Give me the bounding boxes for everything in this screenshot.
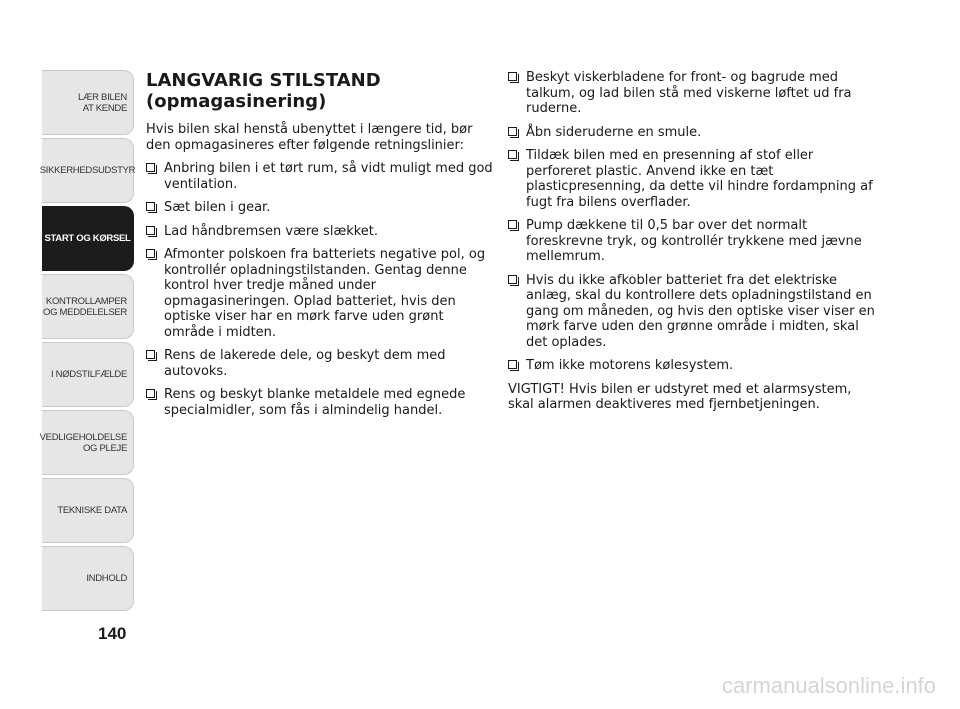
checkbox-bullet-icon <box>508 72 517 81</box>
list-item <box>508 218 878 265</box>
list-item <box>146 247 496 340</box>
list-item-text: Afmonter polskoen fra batteriets negative pol, og kontrollér opladningstilstanden. Gentag denne kontrol hver tredje måned under opmagasineringen. Oplad batteriet, hvis den optiske viser har en mørk farve uden grønt område i midten. <box>164 247 486 340</box>
checkbox-bullet-icon <box>146 202 155 211</box>
right-column <box>508 70 878 421</box>
list-item <box>146 161 496 192</box>
checkbox-bullet-icon <box>508 150 517 159</box>
tab-i-noedstilfaelde[interactable]: I NØDSTILFÆLDE <box>42 342 134 407</box>
list-item <box>508 125 878 141</box>
checkbox-bullet-icon <box>508 220 517 229</box>
checkbox-bullet-icon <box>508 275 517 284</box>
watermark: carmanualsonline.info <box>721 673 936 698</box>
list-item <box>508 148 878 210</box>
list-item <box>508 70 878 117</box>
list-item <box>146 348 496 379</box>
list-item-text: Sæt bilen i gear. <box>164 200 271 215</box>
checkbox-bullet-icon <box>146 389 155 398</box>
checkbox-bullet-icon <box>508 127 517 136</box>
tab-vedligeholdelse[interactable]: VEDLIGEHOLDELSE OG PLEJE <box>42 410 134 475</box>
list-item-text: Åbn sideruderne en smule. <box>526 124 702 140</box>
checkbox-bullet-icon <box>146 350 155 359</box>
intro-paragraph: Hvis bilen skal henstå ubenyttet i længere tid, bør den opmagasineres efter følgende retningslinier: <box>146 122 473 153</box>
important-note: VIGTIGT! Hvis bilen er udstyret med et alarmsystem, skal alarmen deaktiveres med fjernbetjeningen. <box>508 381 852 412</box>
list-item-text: Pump dækkene til 0,5 bar over det normalt foreskrevne tryk, og kontrollér trykkene med jævne mellemrum. <box>526 218 862 264</box>
list-item-text: Anbring bilen i et tørt rum, så vidt muligt med god ventilation. <box>164 161 493 192</box>
list-item-text: Tøm ikke motorens kølesystem. <box>526 358 734 373</box>
list-item-text: Tildæk bilen med en presenning af stof eller perforeret plastic. Anvend ikke en tæt plasticpresenning, da dette vil hindre fordampning af fugt fra bilens overflader. <box>526 148 873 210</box>
page-number: 140 <box>98 624 127 643</box>
list-item <box>146 200 496 216</box>
list-item <box>508 273 878 351</box>
list-item <box>146 387 496 418</box>
tab-laer-bilen-at-kende[interactable]: LÆR BILEN AT KENDE <box>42 70 134 135</box>
list-item-text: Beskyt viskerbladene for front- og bagrude med talkum, og lad bilen stå med viskerne løftet ud fra ruderne. <box>526 70 852 116</box>
tab-start-og-koersel[interactable]: START OG KØRSEL <box>42 206 134 271</box>
tab-sikkerhedsudstyr[interactable]: SIKKERHEDSUDSTYR <box>42 138 134 203</box>
list-item-text: Rens de lakerede dele, og beskyt dem med autovoks. <box>164 348 446 379</box>
chapter-tabs <box>39 70 136 614</box>
list-item <box>146 224 496 240</box>
list-item <box>508 358 878 374</box>
checkbox-bullet-icon <box>146 163 155 172</box>
checkbox-bullet-icon <box>146 226 155 235</box>
left-column <box>146 70 496 426</box>
checkbox-bullet-icon <box>146 249 155 258</box>
tab-tekniske-data[interactable]: TEKNISKE DATA <box>42 478 134 543</box>
tab-kontrollamper[interactable]: KONTROLLAMPER OG MEDDELELSER <box>42 274 134 339</box>
checkbox-bullet-icon <box>508 360 517 369</box>
section-heading: LANGVARIG STILSTAND (opmagasinering) <box>146 70 381 112</box>
list-item-text: Hvis du ikke afkobler batteriet fra det elektriske anlæg, skal du kontrollere dets opladningstilstand en gang om måneden, og hvis den optiske viser viser en mørk farve uden den grønne område i midten, skal det oplades. <box>526 272 875 350</box>
tab-indhold[interactable]: INDHOLD <box>42 546 134 611</box>
list-item-text: Rens og beskyt blanke metaldele med egnede specialmidler, som fås i almindelig handel. <box>164 387 466 418</box>
list-item-text: Lad håndbremsen være slækket. <box>164 223 379 239</box>
